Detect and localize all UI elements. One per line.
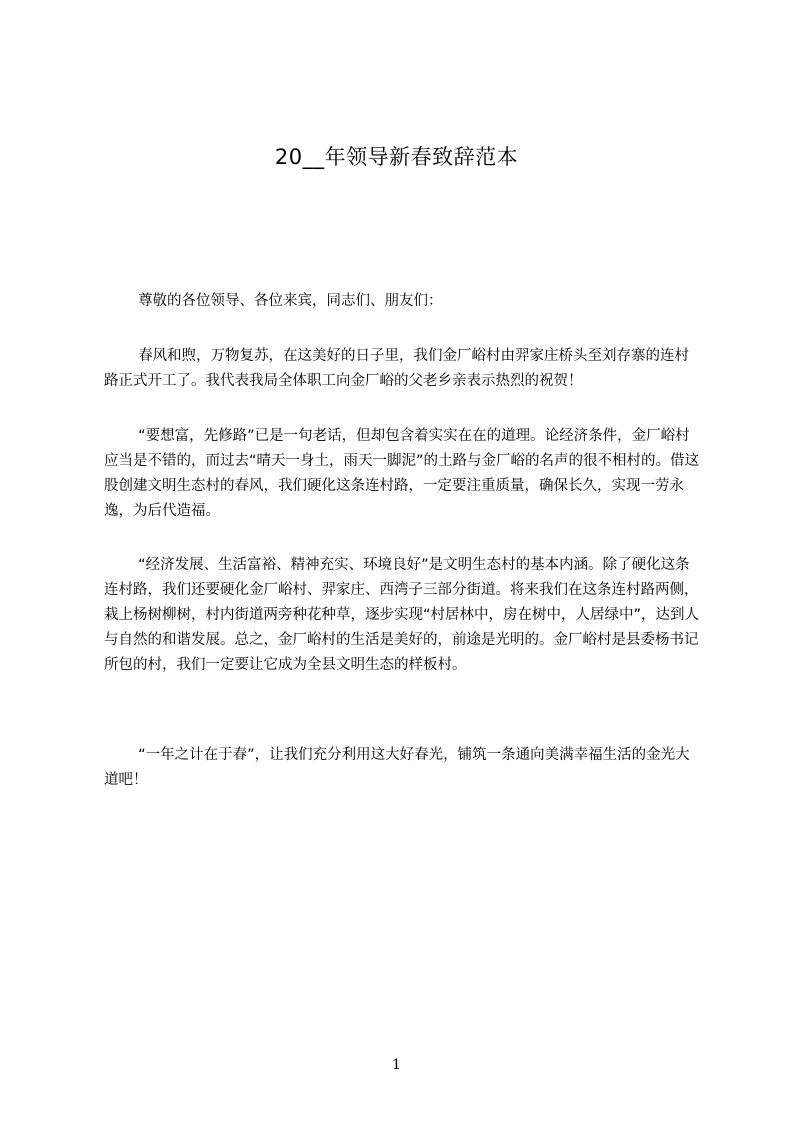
paragraph-1 bbox=[104, 344, 700, 394]
document-title: 20__年领导新春致辞范本 bbox=[274, 145, 519, 169]
paragraph-3 bbox=[104, 553, 700, 678]
salutation-text: 尊敬的各位领导、各位来宾，同志们、朋友们： bbox=[138, 293, 443, 309]
page-number: 1 bbox=[392, 1057, 401, 1073]
paragraph-text: “一年之计在于春”，让我们充分利用这大好春光，铺筑一条通向美满幸福生活的金光大道吧！ bbox=[104, 747, 690, 788]
paragraph-text: “要想富，先修路”已是一句老话，但却包含着实实在在的道理。论经济条件，金厂峪村应当是不错的，而过去“晴天一身土，雨天一脚泥”的土路与金厂峪的名声的很不相村的。借这股创建文明生态村的春风，我们硬化这条连村路，一定要注重质量，确保长久，实现一劳永逸，为后代造福。 bbox=[104, 428, 700, 519]
paragraph-text: “经济发展、生活富裕、精神充实、环境良好”是文明生态村的基本内涵。除了硬化这条连村路，我们还要硬化金厂峪村、羿家庄、西湾子三部分街道。将来我们在这条连村路两侧，栽上杨树柳树，村内街道两旁种花种草，逐步实现“村居林中，房在树中，人居绿中”，达到人与自然的和谐发展。总之，金厂峪村的生活是美好的，前途是光明的。金厂峪村是县委杨书记所包的村，我们一定要让它成为全县文明生态的样板村。 bbox=[104, 557, 700, 673]
salutation bbox=[104, 289, 700, 314]
paragraph-text: 春风和煦，万物复苏，在这美好的日子里，我们金厂峪村由羿家庄桥头至刘存寨的连村路正式开工了。我代表我局全体职工向金厂峪的父老乡亲表示热烈的祝贺！ bbox=[104, 348, 690, 389]
paragraph-2 bbox=[104, 424, 700, 524]
paragraph-4 bbox=[104, 743, 700, 793]
